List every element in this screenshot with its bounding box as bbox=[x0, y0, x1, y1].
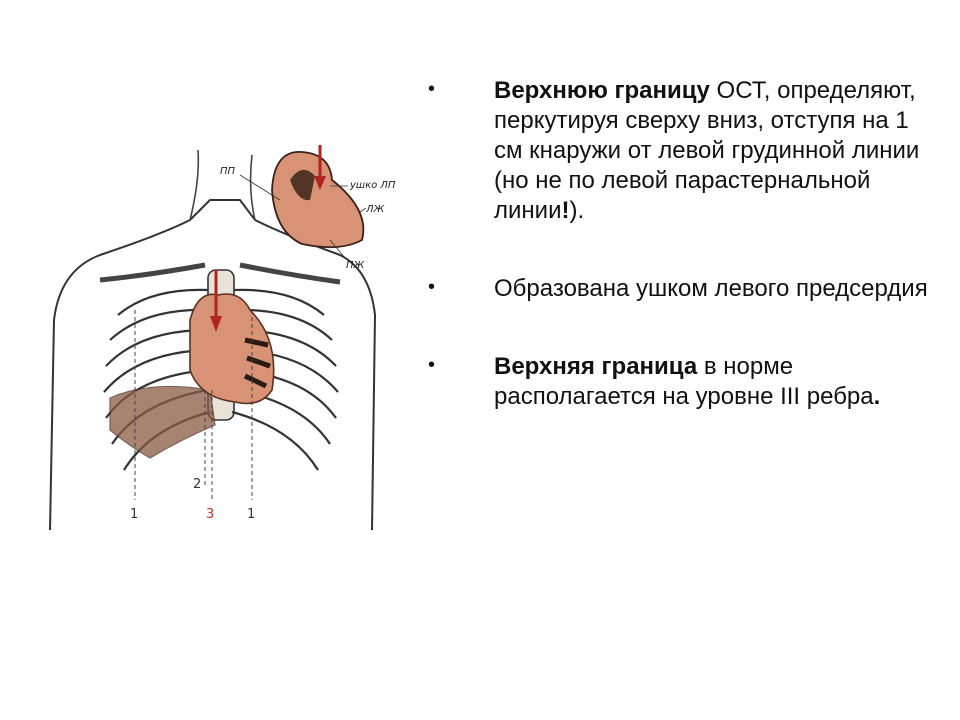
bullet-item-2 bbox=[428, 274, 928, 304]
liver-region bbox=[110, 386, 215, 458]
left-clavicle bbox=[100, 265, 205, 280]
bullet-3-bold: Верхняя граница bbox=[494, 353, 698, 380]
bullet-2-text: Образована ушком левого предсердия bbox=[494, 275, 928, 302]
bullet-3-text: в норме располагается на уровне III ребра bbox=[494, 353, 874, 410]
bullet-1-text2: ). bbox=[569, 197, 585, 224]
inset-heart bbox=[272, 152, 363, 247]
bullet-1-bold2: ! bbox=[561, 197, 570, 224]
label-pzh: ПЖ bbox=[346, 260, 365, 271]
bullet-item-3 bbox=[428, 352, 928, 412]
bullet-3-bold2: . bbox=[873, 383, 881, 410]
chest-heart-illustration bbox=[40, 140, 400, 540]
bullet-list bbox=[428, 76, 928, 460]
label-pp: ПП bbox=[220, 166, 236, 177]
line-label-1-left: 1 bbox=[130, 507, 139, 522]
bullet-1-bold: Верхнюю границу bbox=[494, 77, 710, 104]
bullet-dot-icon: • bbox=[428, 354, 436, 376]
bullet-dot-icon: • bbox=[428, 78, 436, 100]
line-label-1-right: 1 bbox=[247, 507, 256, 522]
label-ear-lp: ушко ЛП bbox=[350, 180, 396, 191]
label-lzh: ЛЖ bbox=[366, 204, 385, 215]
line-label-2: 2 bbox=[193, 477, 202, 492]
right-clavicle bbox=[240, 265, 340, 282]
bullet-1-text: ОСТ, определяют, перкутируя сверху вниз, отступя на 1 см кнаружи от левой грудинной линии (но не по левой парастернальной линии bbox=[494, 77, 920, 224]
line-label-3: 3 bbox=[206, 507, 215, 522]
bullet-item-1 bbox=[428, 76, 928, 226]
bullet-dot-icon: • bbox=[428, 276, 436, 298]
